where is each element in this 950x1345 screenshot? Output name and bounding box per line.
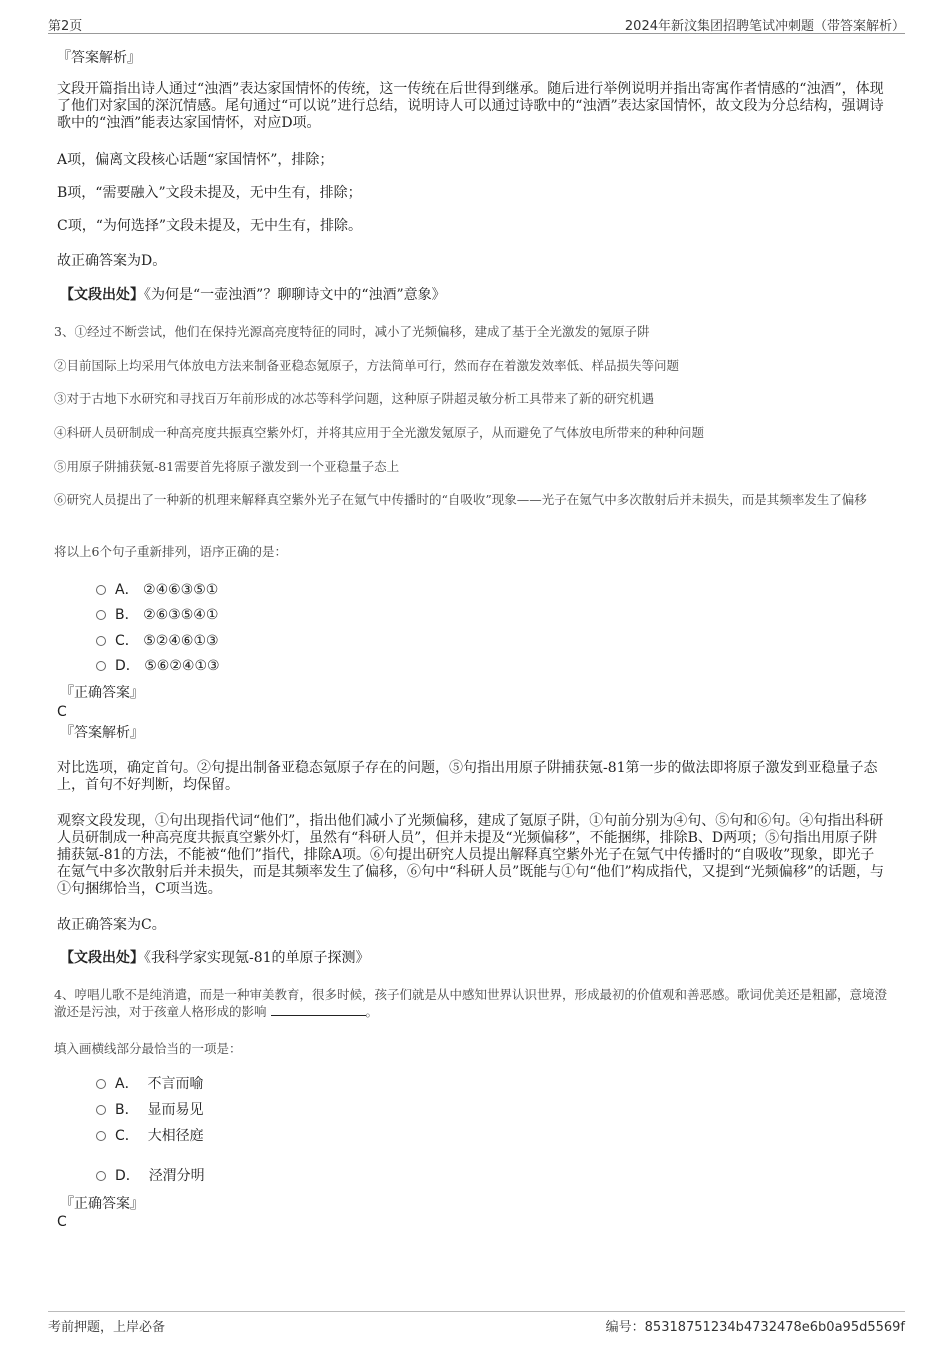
q2-analysis-paragraph: 文段开篇指出诗人通过“浊酒”表达家国情怀的传统，这一传统在后世得到继承。随后进行举例说明并指出寄寓作者情感的“浊酒”，体现了他们对家国的深沉情感。尾句通过“可以说”进行总结，说明诗人可以通过诗歌中的“浊酒”表达家国情怀，故文段为分总结构，强调诗歌中的“浊酒”能表达家国情怀，对应D项。 <box>57 81 884 131</box>
q4-option-b[interactable]: B． 显而易见 <box>96 1101 204 1119</box>
radio-icon[interactable] <box>96 1131 106 1141</box>
q3-answer-label: 『正确答案』 <box>60 685 144 701</box>
q4-stem: 4、哼唱儿歌不是纯消遣，而是一种审美教育，很多时候，孩子们就是从中感知世界认识世界，形成最初的价值观和善恶感。歌词优美还是粗鄙，意境澄澈还是污浊，对于孩童人格形成的影响 。 <box>54 987 887 1019</box>
q2-source-label: 【文段出处】 <box>60 287 144 303</box>
page-header <box>48 13 905 34</box>
q3-sentence-4: ④科研人员研制成一种高亮度共振真空紫外灯，并将其应用于全光激发氪原子，从而避免了气体放电所带来的种种问题 <box>54 425 705 440</box>
q4-option-d[interactable]: D． 泾渭分明 <box>96 1167 205 1185</box>
q3-sentence-2: ②目前国际上均采用气体放电方法来制备亚稳态氪原子，方法简单可行，然而存在着激发效率低、样品损失等问题 <box>54 358 680 373</box>
radio-icon[interactable] <box>96 1105 106 1115</box>
radio-icon[interactable] <box>96 610 106 620</box>
q2-conclusion: 故正确答案为D。 <box>57 253 167 269</box>
q3-source-text: 《我科学家实现氪-81的单原子探测》 <box>144 950 370 966</box>
q3-analysis-paragraph-1: 对比选项，确定首句。②句提出制备亚稳态氪原子存在的问题，⑤句指出用原子阱捕获氪-81第一步的做法即将原子激发到亚稳量子态上，首句不好判断，均保留。 <box>57 760 878 793</box>
q3-analysis-label: 『答案解析』 <box>60 725 144 741</box>
q2-analysis-label: 『答案解析』 <box>57 50 141 66</box>
q3-source-label: 【文段出处】 <box>60 950 144 966</box>
q2-analysis-option-a: A项，偏离文段核心话题“家国情怀”，排除； <box>57 152 334 168</box>
q3-option-d[interactable]: D． ⑤⑥②④①③ <box>96 657 220 675</box>
q4-answer-label: 『正确答案』 <box>60 1196 144 1212</box>
radio-icon[interactable] <box>96 661 106 671</box>
footer-id: 编号：85318751234b4732478e6b0a95d5569f <box>605 1320 905 1335</box>
q4-answer: C <box>57 1214 67 1230</box>
radio-icon[interactable] <box>96 1079 106 1089</box>
q3-source <box>60 950 895 967</box>
q3-answer: C <box>57 704 67 720</box>
answer-blank <box>271 1003 366 1016</box>
q3-sentence-5: ⑤用原子阱捕获氪-81需要首先将原子激发到一个亚稳量子态上 <box>54 459 400 474</box>
radio-icon[interactable] <box>96 636 106 646</box>
q2-analysis-option-c: C项，“为何选择”文段未提及，无中生有，排除。 <box>57 218 363 234</box>
q3-option-c[interactable]: C． ⑤②④⑥①③ <box>96 632 219 650</box>
q2-source-text: 《为何是“一壶浊酒”？聊聊诗文中的“浊酒”意象》 <box>144 287 446 303</box>
q4-option-c[interactable]: C． 大相径庭 <box>96 1127 204 1145</box>
footer-slogan: 考前押题，上岸必备 <box>48 1320 166 1335</box>
q2-source <box>60 287 895 304</box>
q3-sentence-3: ③对于古地下水研究和寻找百万年前形成的冰芯等科学问题，这种原子阱超灵敏分析工具带来了新的研究机遇 <box>54 391 655 406</box>
document-title: 2024年新汶集团招聘笔试冲刺题（带答案解析） <box>624 19 905 34</box>
q4-prompt: 填入画横线部分最恰当的一项是： <box>54 1041 242 1056</box>
q4-option-a[interactable]: A． 不言而喻 <box>96 1075 203 1093</box>
radio-icon[interactable] <box>96 1171 106 1181</box>
q3-option-a[interactable]: A． ②④⑥③⑤① <box>96 581 218 599</box>
q3-prompt: 将以上6个句子重新排列，语序正确的是： <box>54 544 287 559</box>
q3-sentence-1: 3、①经过不断尝试，他们在保持光源高亮度特征的同时，减小了光频偏移，建成了基于全光激发的氪原子阱 <box>54 324 650 339</box>
page-number: 第2页 <box>48 19 83 34</box>
q3-conclusion: 故正确答案为C。 <box>57 917 166 933</box>
radio-icon[interactable] <box>96 585 106 595</box>
q3-sentence-6: ⑥研究人员提出了一种新的机理来解释真空紫外光子在氪气中传播时的“自吸收”现象——光子在氪气中多次散射后并未损失，而是其频率发生了偏移 <box>54 492 867 507</box>
q3-analysis-paragraph-2: 观察文段发现，①句出现指代词“他们”，指出他们减小了光频偏移，建成了氪原子阱，①句前分别为④句、⑤句和⑥句。④句指出科研人员研制成一种高亮度共振真空紫外灯，虽然有“科研人员”，但并未提及“光频偏移”，不能捆绑，排除B、D两项；⑤句指出用原子阱捕获氪-81的方法，不能被“他们”指代，排除A项。⑥句提出研究人员提出解释真空紫外光子在氪气中传播时的“自吸收”现象，即光子在氪气中多次散射后并未损失，而是其频率发生了偏移，⑥句中“科研人员”既能与①句“他们”构成指代，又提到“光频偏移”的话题，与①句捆绑恰当，C项当选。 <box>57 813 884 897</box>
q3-option-b[interactable]: B． ②⑥③⑤④① <box>96 606 218 624</box>
q2-analysis-option-b: B项，“需要融入”文段未提及，无中生有，排除； <box>57 185 362 201</box>
page-footer <box>48 1311 905 1336</box>
